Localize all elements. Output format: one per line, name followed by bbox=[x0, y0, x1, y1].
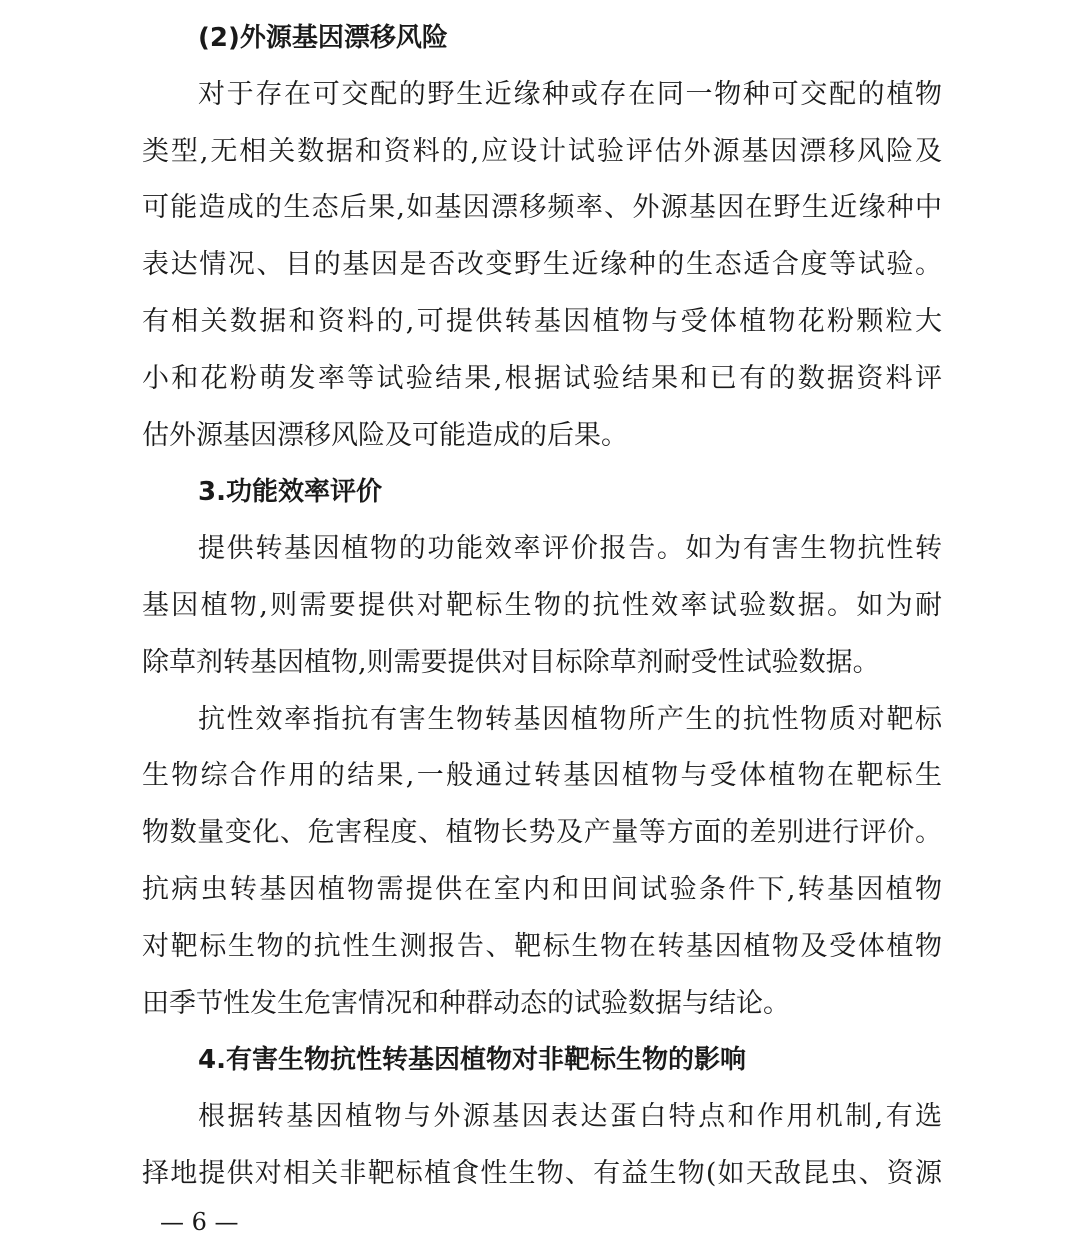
paragraph-line: 对于存在可交配的野生近缘种或存在同一物种可交配的植物 bbox=[198, 78, 942, 110]
paragraph-line: 基因植物,则需要提供对靶标生物的抗性效率试验数据。如为耐 bbox=[142, 589, 942, 621]
paragraph-line: 可能造成的生态后果,如基因漂移频率、外源基因在野生近缘种中 bbox=[142, 192, 942, 224]
paragraph-line: 抗病虫转基因植物需提供在室内和田间试验条件下,转基因植物 bbox=[142, 873, 942, 905]
section-heading: 3.功能效率评价 bbox=[198, 477, 382, 508]
paragraph-line: 根据转基因植物与外源基因表达蛋白特点和作用机制,有选 bbox=[198, 1101, 942, 1133]
paragraph-line: 生物综合作用的结果,一般通过转基因植物与受体植物在靶标生 bbox=[142, 760, 942, 792]
paragraph-line: 小和花粉萌发率等试验结果,根据试验结果和已有的数据资料评 bbox=[142, 362, 942, 394]
paragraph-line: 对靶标生物的抗性生测报告、靶标生物在转基因植物及受体植物 bbox=[142, 930, 942, 962]
section-heading: (2)外源基因漂移风险 bbox=[198, 23, 448, 53]
paragraph-line: 有相关数据和资料的,可提供转基因植物与受体植物花粉颗粒大 bbox=[142, 305, 942, 337]
paragraph-line: 类型,无相关数据和资料的,应设计试验评估外源基因漂移风险及 bbox=[142, 135, 942, 167]
paragraph-line: 择地提供对相关非靶标植食性生物、有益生物(如天敌昆虫、资源 bbox=[142, 1157, 942, 1189]
section-heading: 4.有害生物抗性转基因植物对非靶标生物的影响 bbox=[198, 1045, 746, 1076]
document-body bbox=[142, 10, 942, 1203]
paragraph-line: 提供转基因植物的功能效率评价报告。如为有害生物抗性转 bbox=[198, 533, 942, 565]
paragraph-line: 表达情况、目的基因是否改变野生近缘种的生态适合度等试验。 bbox=[142, 249, 942, 281]
page-number: — 6 — bbox=[160, 1208, 239, 1236]
paragraph-line: 田季节性发生危害情况和种群动态的试验数据与结论。 bbox=[142, 987, 790, 1019]
paragraph-line: 物数量变化、危害程度、植物长势及产量等方面的差别进行评价。 bbox=[142, 817, 942, 849]
paragraph-line: 除草剂转基因植物,则需要提供对目标除草剂耐受性试验数据。 bbox=[142, 646, 880, 678]
paragraph-line: 估外源基因漂移风险及可能造成的后果。 bbox=[142, 419, 628, 451]
paragraph-line: 抗性效率指抗有害生物转基因植物所产生的抗性物质对靶标 bbox=[198, 703, 942, 735]
